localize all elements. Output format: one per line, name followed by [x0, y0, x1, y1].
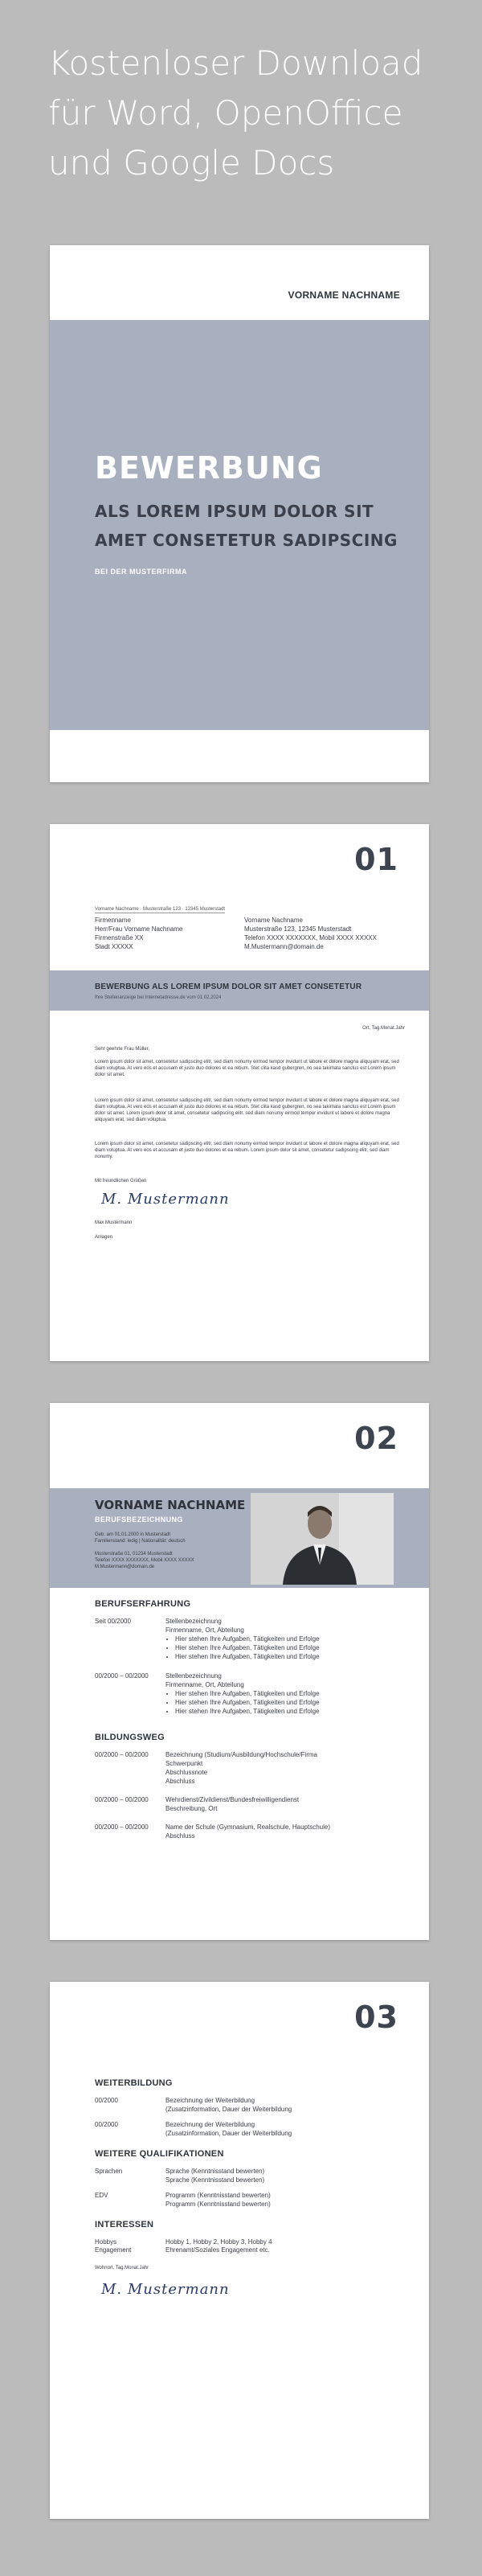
- entry-text: [165, 1750, 406, 1786]
- entry-text: [165, 2167, 406, 2184]
- cv-personal-info: [95, 1532, 194, 1570]
- info-line: M.Mustermann@domain.de: [95, 1565, 155, 1569]
- entry-date: 00/2000: [95, 2097, 118, 2104]
- letter-paragraph: Lorem ipsum dolor sit amet, consetetur sadipscing elitr, sed diam nonumy eirmod tempor invidunt ut labore et dolore magna aliquyam erat, sed diam voluptua. At vero eos et accusam et justo duo dolores et ea rebum. Lorem ipsum dolor sit amet, consetetur sadipscing elitr, sed diam nonumy.: [95, 1142, 399, 1159]
- entry-date: Seit 00/2000: [95, 1618, 131, 1625]
- training-entry: [95, 2120, 400, 2136]
- entry-date: 00/2000: [95, 2121, 118, 2128]
- cv-header-band: [50, 1488, 429, 1588]
- info-line: Familienstand: ledig | Nationalität: deutsch: [95, 1539, 186, 1544]
- sender-line-item: Vorname Nachname: [244, 917, 303, 924]
- entry-date: 00/2000 – 00/2000: [95, 1672, 149, 1680]
- recipient-line: Stadt XXXXX: [95, 943, 133, 950]
- cover-page: [50, 245, 429, 782]
- signer-name: Max Mustermann: [95, 1220, 133, 1225]
- experience-title: BERUFSERFAHRUNG: [95, 1599, 191, 1609]
- education-title: BILDUNGSWEG: [95, 1733, 165, 1742]
- cover-subtitle-1: ALS LOREM IPSUM DOLOR SIT: [95, 502, 374, 521]
- signature: M. Mustermann: [101, 1191, 230, 1208]
- letter-date: Ort, Tag.Monat.Jahr: [362, 1026, 405, 1031]
- info-line: Geb. am 01.01.2000 in Musterstadt: [95, 1532, 171, 1537]
- sender-address: [244, 916, 377, 951]
- entry-line: Sprache (Kenntnisstand bewerten): [165, 2176, 265, 2184]
- recipient-line: Firmenstraße XX: [95, 934, 144, 941]
- entry-role: Stellenbezeichnung: [165, 1618, 222, 1625]
- entry-date: 00/2000 – 00/2000: [95, 1823, 149, 1831]
- entry-company: Firmenname, Ort, Abteilung: [165, 1681, 244, 1688]
- task-bullet: • Hier stehen Ihre Aufgaben, Tätigkeiten und Erfolge: [175, 1689, 406, 1698]
- experience-entry: [95, 1617, 400, 1665]
- entry-label: Engagement: [95, 2246, 132, 2254]
- entry-line: Schwerpunkt: [165, 1760, 203, 1767]
- task-bullet: • Hier stehen Ihre Aufgaben, Tätigkeiten und Erfolge: [175, 1643, 406, 1652]
- letter-paragraph: Lorem ipsum dolor sit amet, consetetur sadipscing elitr, sed diam nonumy eirmod tempor invidunt ut labore et dolore magna aliquyam erat, sed diam voluptua. At vero eos et accusam et justo duo dolores et ea rebum. Stet clita kasd gubergren, no sea takimata sanctus est Lorem ipsum dolor sit amet.: [95, 1060, 399, 1077]
- info-line: Musterstraße 01, 01234 Musterstadt: [95, 1552, 173, 1557]
- cover-band: [50, 320, 429, 730]
- entry-line: (Zusatzinformation, Dauer der Weiterbildung: [165, 2106, 292, 2113]
- task-bullet: • Hier stehen Ihre Aufgaben, Tätigkeiten und Erfolge: [175, 1635, 406, 1643]
- task-bullet: • Hier stehen Ihre Aufgaben, Tätigkeiten und Erfolge: [175, 1707, 406, 1716]
- entry-line: Bezeichnung der Weiterbildung: [165, 2097, 255, 2104]
- recipient-line: Herr/Frau Vorname Nachname: [95, 925, 183, 933]
- salutation: Sehr geehrte Frau Müller,: [95, 1047, 150, 1052]
- entry-text: [165, 1823, 406, 1840]
- entry-label: Sprachen: [95, 2168, 123, 2175]
- page-number: 03: [354, 2000, 398, 2035]
- recipient-line: Firmenname: [95, 917, 131, 924]
- subject-band: [50, 970, 429, 1011]
- sender-line: Vorname Nachname · Musterstraße 123 · 12345 Musterstadt: [95, 907, 226, 912]
- portrait-photo: [251, 1493, 394, 1585]
- letter-paragraph: Lorem ipsum dolor sit amet, consetetur sadipscing elitr, sed diam nonumy eirmod tempor invidunt ut labore et dolore magna aliquyam erat, sed diam voluptua. At vero eos et accusam et justo duo dolores et ea rebum. Stet clita kasd gubergren, no sea takimata sanctus est Lorem ipsum dolor sit amet. Lorem ipsum dolor sit amet, consetetur sadipscing elitr, sed diam nonumy eirmod tempor invidunt ut labore et dolore magna aliquyam erat, sed diam voluptua.: [95, 1098, 399, 1122]
- qualification-entry: [95, 2167, 400, 2183]
- entry-date: 00/2000 – 00/2000: [95, 1796, 149, 1803]
- sender-line-item: Musterstraße 123, 12345 Musterstadt: [244, 925, 352, 933]
- page-number: 02: [354, 1421, 398, 1456]
- education-entry: [95, 1795, 400, 1815]
- cv-profession: BERUFSBEZEICHNUNG: [95, 1516, 183, 1524]
- entry-date: 00/2000 – 00/2000: [95, 1751, 149, 1758]
- cv-page: [50, 1403, 429, 1940]
- attachments: Anlagen: [95, 1235, 113, 1240]
- cover-company: BEI DER MUSTERFIRMA: [95, 568, 187, 576]
- entry-role: Stellenbezeichnung: [165, 1672, 222, 1680]
- entry-line: Abschluss: [165, 1832, 195, 1840]
- entry-line: Bezeichnung der Weiterbildung: [165, 2121, 255, 2128]
- entry-line: Hobby 1, Hobby 2, Hobby 3, Hobby 4: [165, 2238, 272, 2246]
- training-entry: [95, 2096, 400, 2112]
- additional-page: [50, 1982, 429, 2519]
- signature: M. Mustermann: [101, 2281, 230, 2298]
- page-number: 01: [354, 842, 398, 877]
- entry-line: Abschluss: [165, 1778, 195, 1785]
- cv-name: VORNAME NACHNAME: [95, 1498, 246, 1512]
- qualifications-title: WEITERE QUALIFIKATIONEN: [95, 2149, 224, 2159]
- entry-line: Wehrdienst/Zivildienst/Bundesfreiwilligendienst: [165, 1796, 300, 1803]
- entry-label: Hobbys: [95, 2238, 117, 2246]
- promo-headline: [48, 39, 466, 188]
- entry-line: Abschlussnote: [165, 1769, 208, 1776]
- closing: Mit freundlichen Grüßen: [95, 1179, 147, 1183]
- subject-line: BEWERBUNG ALS LOREM IPSUM DOLOR SIT AMET CONSETETUR: [95, 982, 362, 991]
- sender-line-item: M.Mustermann@domain.de: [244, 943, 324, 950]
- headline-line-2: für Word, OpenOffice: [48, 93, 403, 133]
- qualification-entry: [95, 2191, 400, 2207]
- entry-text: [165, 2120, 406, 2138]
- entry-line: Programm (Kenntnisstand bewerten): [165, 2192, 271, 2199]
- entry-line: Programm (Kenntnisstand bewerten): [165, 2201, 271, 2208]
- training-title: WEITERBILDUNG: [95, 2078, 173, 2088]
- headline-line-3: und Google Docs: [48, 143, 335, 183]
- interest-entry: [95, 2238, 400, 2246]
- education-entry: [95, 1750, 400, 1789]
- entry-line: Bezeichnung (Studium/Ausbildung/Hochschule/Firma: [165, 1751, 317, 1758]
- recipient-address: [95, 916, 182, 951]
- info-line: Telefon XXXX XXXXXXX, Mobil XXXX XXXXX: [95, 1558, 194, 1563]
- interest-entry: [95, 2246, 400, 2254]
- entry-text: [165, 1795, 406, 1813]
- letter-page: [50, 824, 429, 1361]
- sender-line-item: Telefon XXXX XXXXXXX, Mobil XXXX XXXXX: [244, 934, 377, 941]
- education-entry: [95, 1823, 400, 1842]
- place-date: Wohnort, Tag.Monat.Jahr: [95, 2266, 149, 2270]
- entry-text: [165, 2191, 406, 2209]
- headline-line-1: Kostenloser Download: [48, 43, 423, 83]
- experience-entry: [95, 1672, 400, 1720]
- cover-subtitle-2: AMET CONSETETUR SADIPSCING: [95, 531, 398, 550]
- entry-line: (Zusatzinformation, Dauer der Weiterbildung: [165, 2130, 292, 2137]
- cover-title: BEWERBUNG: [95, 450, 323, 486]
- entry-line: Name der Schule (Gymnasium, Realschule, Hauptschule): [165, 1823, 330, 1831]
- entry-line: Sprache (Kenntnisstand bewerten): [165, 2168, 265, 2175]
- task-bullet: • Hier stehen Ihre Aufgaben, Tätigkeiten und Erfolge: [175, 1652, 406, 1661]
- task-bullet: • Hier stehen Ihre Aufgaben, Tätigkeiten und Erfolge: [175, 1698, 406, 1707]
- entry-text: [165, 1617, 406, 1661]
- entry-company: Firmenname, Ort, Abteilung: [165, 1626, 244, 1634]
- entry-line: Ehrenamt/Soziales Engagement etc.: [165, 2246, 270, 2254]
- subject-reference: Ihre Stellenanzeige bei Internetadresse.de vom 01.02.2024: [95, 995, 222, 1000]
- interests-title: INTERESSEN: [95, 2220, 154, 2229]
- entry-line: Beschreibung, Ort: [165, 1805, 218, 1812]
- entry-text: [165, 1672, 406, 1716]
- entry-text: [165, 2096, 406, 2114]
- entry-label: EDV: [95, 2192, 108, 2199]
- cover-name: VORNAME NACHNAME: [288, 289, 400, 301]
